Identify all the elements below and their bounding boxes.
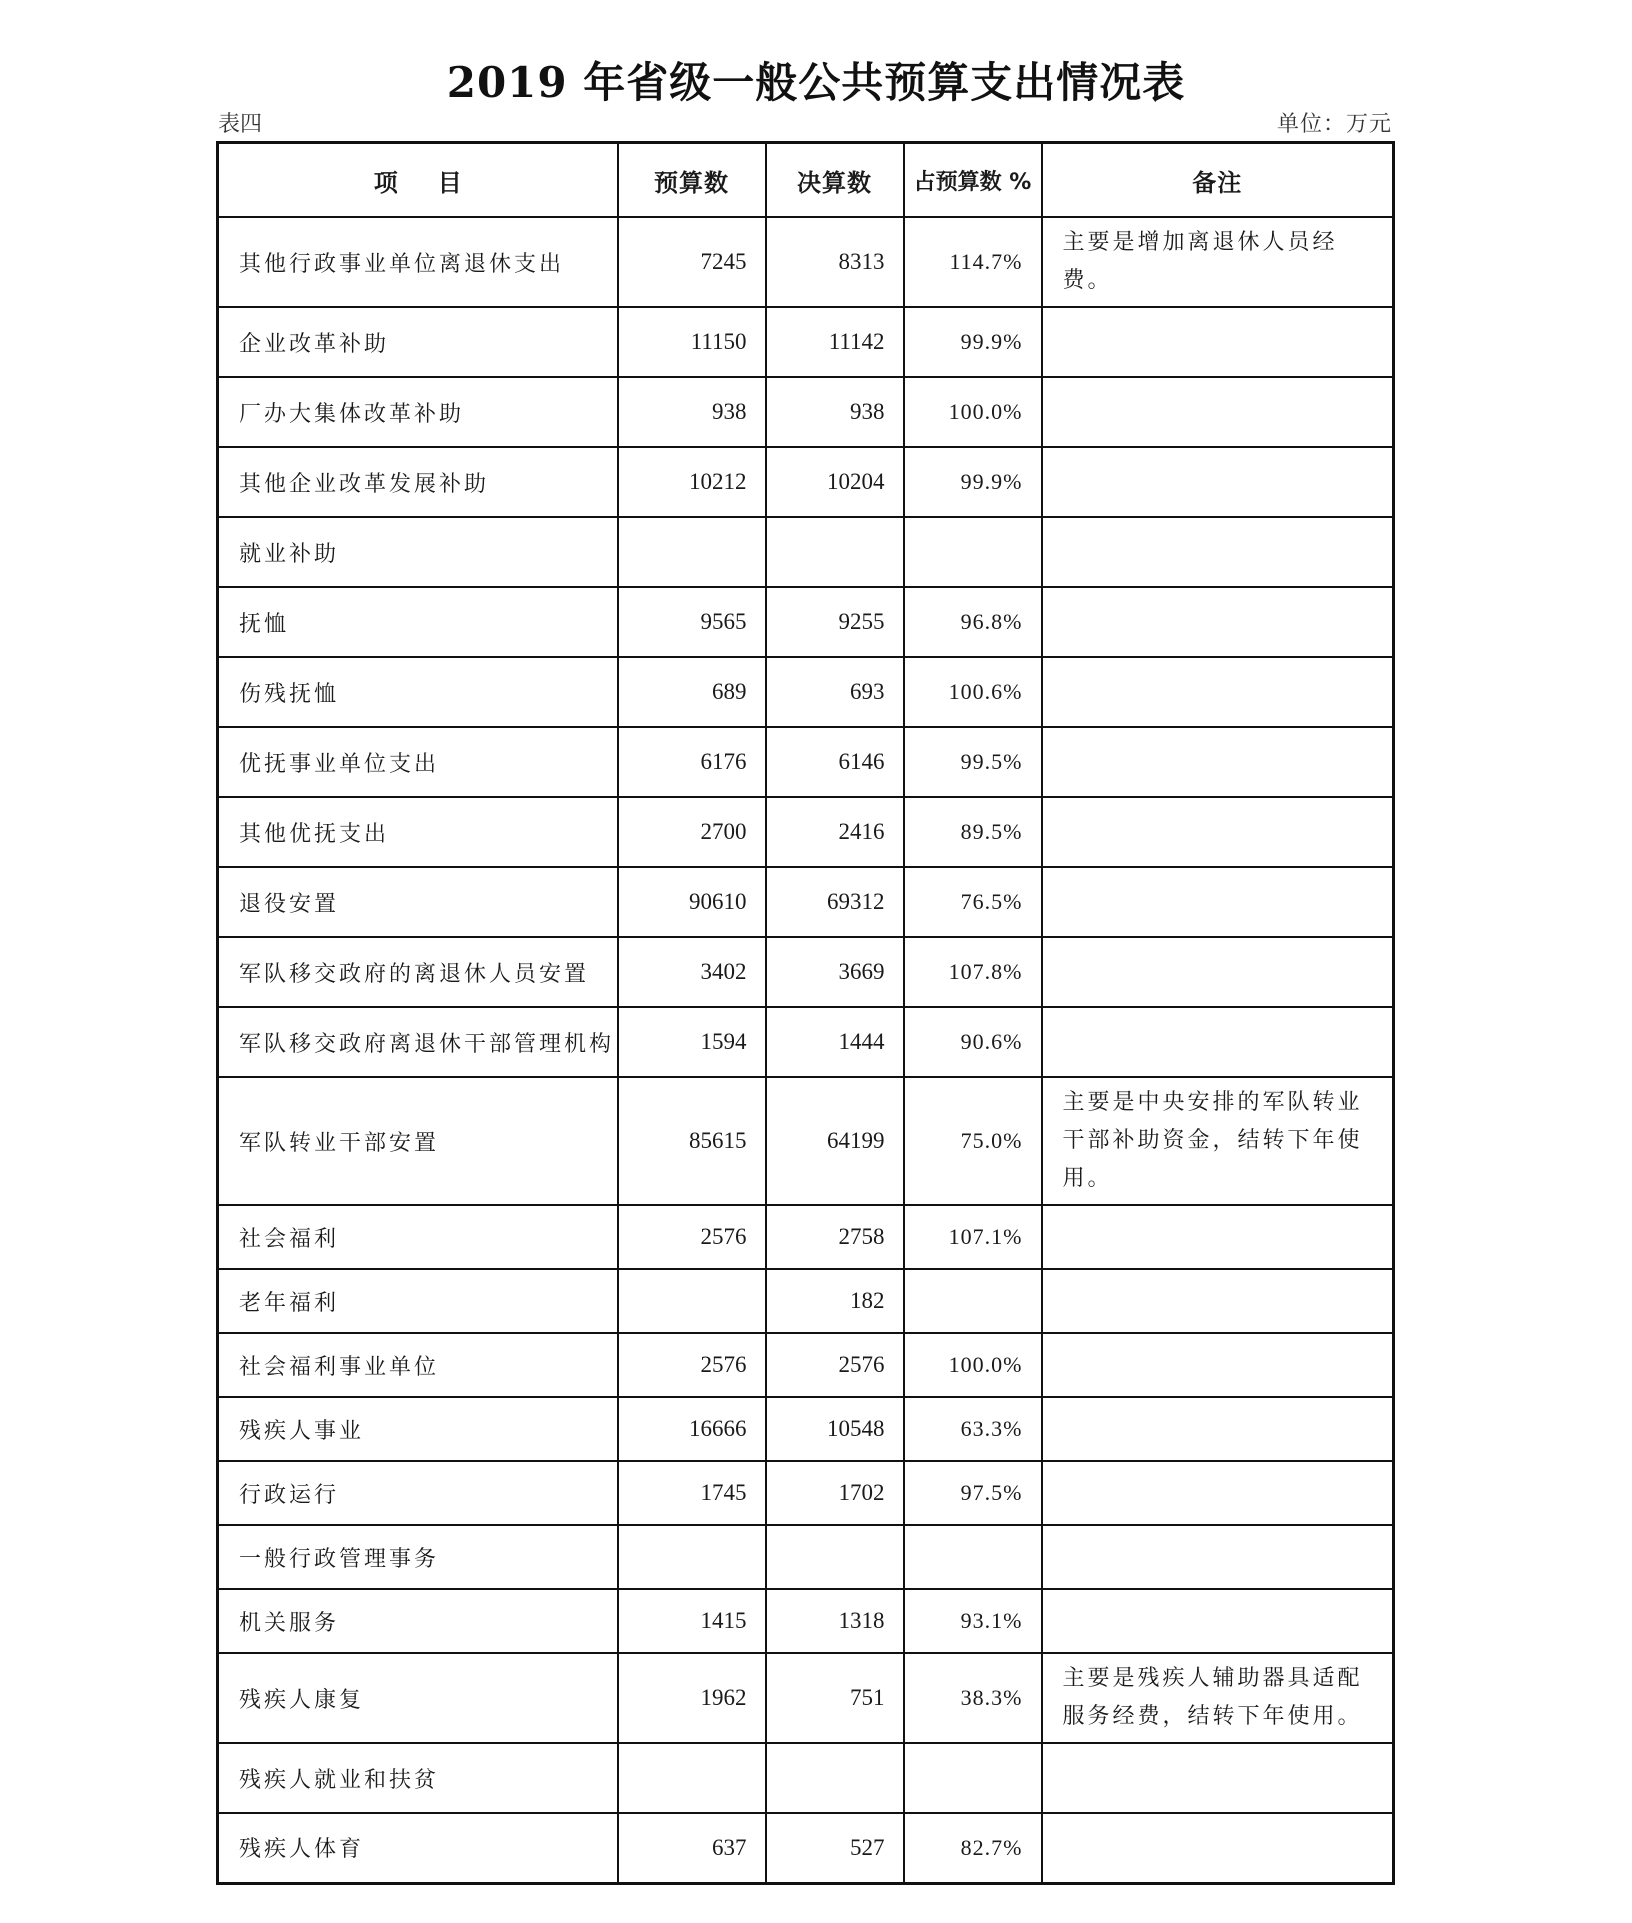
row-pct-cell: 75.0% bbox=[904, 1077, 1042, 1205]
row-note-cell bbox=[1042, 377, 1394, 447]
row-item-cell: 厂办大集体改革补助 bbox=[218, 377, 618, 447]
row-pct-cell: 107.1% bbox=[904, 1205, 1042, 1269]
row-item-cell: 残疾人就业和扶贫 bbox=[218, 1743, 618, 1813]
table-row bbox=[218, 587, 1394, 657]
row-budget-cell bbox=[618, 1525, 766, 1589]
row-note-cell bbox=[1042, 1461, 1394, 1525]
row-pct-cell: 82.7% bbox=[904, 1813, 1042, 1883]
row-item-cell: 退役安置 bbox=[218, 867, 618, 937]
budget-expenditure-table bbox=[216, 141, 1395, 1885]
row-budget-cell: 7245 bbox=[618, 217, 766, 307]
table-row bbox=[218, 1397, 1394, 1461]
header-item: 项目 bbox=[218, 143, 618, 218]
table-row bbox=[218, 797, 1394, 867]
table-row bbox=[218, 447, 1394, 517]
row-budget-cell: 938 bbox=[618, 377, 766, 447]
row-note-cell bbox=[1042, 517, 1394, 587]
table-row bbox=[218, 867, 1394, 937]
row-item-cell: 社会福利 bbox=[218, 1205, 618, 1269]
row-pct-cell: 114.7% bbox=[904, 217, 1042, 307]
table-row bbox=[218, 1813, 1394, 1883]
table-row bbox=[218, 1589, 1394, 1653]
unit-label: 单位：万元 bbox=[1276, 112, 1392, 137]
row-item-cell: 行政运行 bbox=[218, 1461, 618, 1525]
row-note-cell bbox=[1042, 587, 1394, 657]
table-row bbox=[218, 377, 1394, 447]
row-pct-cell: 99.5% bbox=[904, 727, 1042, 797]
row-budget-cell: 16666 bbox=[618, 1397, 766, 1461]
row-note-cell bbox=[1042, 1397, 1394, 1461]
row-note-cell bbox=[1042, 797, 1394, 867]
row-final-cell: 1444 bbox=[766, 1007, 904, 1077]
row-item-cell: 残疾人事业 bbox=[218, 1397, 618, 1461]
row-pct-cell: 93.1% bbox=[904, 1589, 1042, 1653]
row-pct-cell: 76.5% bbox=[904, 867, 1042, 937]
table-row bbox=[218, 727, 1394, 797]
row-item-cell: 机关服务 bbox=[218, 1589, 618, 1653]
row-budget-cell: 6176 bbox=[618, 727, 766, 797]
table-row bbox=[218, 1007, 1394, 1077]
table-row bbox=[218, 1333, 1394, 1397]
row-budget-cell: 1745 bbox=[618, 1461, 766, 1525]
row-item-cell: 残疾人康复 bbox=[218, 1653, 618, 1743]
row-budget-cell: 1415 bbox=[618, 1589, 766, 1653]
row-note-cell: 主要是中央安排的军队转业干部补助资金，结转下年使用。 bbox=[1042, 1077, 1394, 1205]
row-pct-cell: 107.8% bbox=[904, 937, 1042, 1007]
table-row bbox=[218, 1525, 1394, 1589]
row-budget-cell: 2576 bbox=[618, 1333, 766, 1397]
row-item-cell: 抚恤 bbox=[218, 587, 618, 657]
row-budget-cell bbox=[618, 1269, 766, 1333]
row-budget-cell: 689 bbox=[618, 657, 766, 727]
row-note-cell bbox=[1042, 1589, 1394, 1653]
table-row bbox=[218, 217, 1394, 307]
row-note-cell bbox=[1042, 657, 1394, 727]
row-pct-cell: 99.9% bbox=[904, 447, 1042, 517]
header-final: 决算数 bbox=[766, 143, 904, 218]
table-body bbox=[218, 217, 1394, 1883]
row-item-cell: 就业补助 bbox=[218, 517, 618, 587]
row-pct-cell bbox=[904, 1525, 1042, 1589]
row-budget-cell: 85615 bbox=[618, 1077, 766, 1205]
row-note-cell bbox=[1042, 307, 1394, 377]
row-final-cell: 2416 bbox=[766, 797, 904, 867]
row-final-cell bbox=[766, 517, 904, 587]
table-row bbox=[218, 1653, 1394, 1743]
row-final-cell: 693 bbox=[766, 657, 904, 727]
row-pct-cell: 100.6% bbox=[904, 657, 1042, 727]
row-final-cell: 64199 bbox=[766, 1077, 904, 1205]
row-item-cell: 优抚事业单位支出 bbox=[218, 727, 618, 797]
row-final-cell: 3669 bbox=[766, 937, 904, 1007]
row-pct-cell: 90.6% bbox=[904, 1007, 1042, 1077]
row-budget-cell: 1594 bbox=[618, 1007, 766, 1077]
row-item-cell: 军队移交政府的离退休人员安置 bbox=[218, 937, 618, 1007]
row-final-cell: 527 bbox=[766, 1813, 904, 1883]
row-pct-cell: 38.3% bbox=[904, 1653, 1042, 1743]
row-pct-cell bbox=[904, 517, 1042, 587]
row-final-cell: 9255 bbox=[766, 587, 904, 657]
row-item-cell: 军队移交政府离退休干部管理机构 bbox=[218, 1007, 618, 1077]
header-budget: 预算数 bbox=[618, 143, 766, 218]
header-pct: 占预算数 % bbox=[904, 143, 1042, 218]
row-budget-cell: 11150 bbox=[618, 307, 766, 377]
row-final-cell bbox=[766, 1525, 904, 1589]
row-note-cell bbox=[1042, 1525, 1394, 1589]
table-row bbox=[218, 307, 1394, 377]
table-row bbox=[218, 1269, 1394, 1333]
row-final-cell: 6146 bbox=[766, 727, 904, 797]
row-item-cell: 其他行政事业单位离退休支出 bbox=[218, 217, 618, 307]
row-budget-cell bbox=[618, 1743, 766, 1813]
row-item-cell: 其他优抚支出 bbox=[218, 797, 618, 867]
row-pct-cell: 97.5% bbox=[904, 1461, 1042, 1525]
row-note-cell bbox=[1042, 937, 1394, 1007]
row-note-cell bbox=[1042, 727, 1394, 797]
table-row bbox=[218, 1743, 1394, 1813]
row-note-cell bbox=[1042, 1269, 1394, 1333]
row-pct-cell bbox=[904, 1269, 1042, 1333]
table-header-row bbox=[218, 143, 1394, 218]
row-note-cell bbox=[1042, 1205, 1394, 1269]
row-note-cell bbox=[1042, 1333, 1394, 1397]
table-number-label: 表四 bbox=[218, 112, 263, 137]
table-row bbox=[218, 1461, 1394, 1525]
row-budget-cell: 90610 bbox=[618, 867, 766, 937]
row-item-cell: 军队转业干部安置 bbox=[218, 1077, 618, 1205]
row-final-cell: 938 bbox=[766, 377, 904, 447]
row-item-cell: 残疾人体育 bbox=[218, 1813, 618, 1883]
row-note-cell: 主要是残疾人辅助器具适配服务经费，结转下年使用。 bbox=[1042, 1653, 1394, 1743]
row-budget-cell: 1962 bbox=[618, 1653, 766, 1743]
row-note-cell: 主要是增加离退休人员经费。 bbox=[1042, 217, 1394, 307]
header-note: 备注 bbox=[1042, 143, 1394, 218]
row-final-cell: 1702 bbox=[766, 1461, 904, 1525]
page-title: 2019 年省级一般公共预算支出情况表 bbox=[446, 58, 1186, 107]
row-item-cell: 老年福利 bbox=[218, 1269, 618, 1333]
row-final-cell: 11142 bbox=[766, 307, 904, 377]
row-pct-cell: 89.5% bbox=[904, 797, 1042, 867]
table-row bbox=[218, 657, 1394, 727]
row-final-cell: 2576 bbox=[766, 1333, 904, 1397]
row-budget-cell: 10212 bbox=[618, 447, 766, 517]
row-note-cell bbox=[1042, 1007, 1394, 1077]
row-item-cell: 其他企业改革发展补助 bbox=[218, 447, 618, 517]
row-item-cell: 伤残抚恤 bbox=[218, 657, 618, 727]
row-note-cell bbox=[1042, 867, 1394, 937]
row-final-cell: 1318 bbox=[766, 1589, 904, 1653]
table-row bbox=[218, 1205, 1394, 1269]
row-budget-cell: 2700 bbox=[618, 797, 766, 867]
row-note-cell bbox=[1042, 1743, 1394, 1813]
row-pct-cell: 100.0% bbox=[904, 1333, 1042, 1397]
row-pct-cell: 99.9% bbox=[904, 307, 1042, 377]
row-final-cell: 8313 bbox=[766, 217, 904, 307]
row-note-cell bbox=[1042, 1813, 1394, 1883]
row-final-cell: 10204 bbox=[766, 447, 904, 517]
row-note-cell bbox=[1042, 447, 1394, 517]
row-final-cell: 2758 bbox=[766, 1205, 904, 1269]
row-budget-cell: 2576 bbox=[618, 1205, 766, 1269]
row-budget-cell bbox=[618, 517, 766, 587]
row-pct-cell bbox=[904, 1743, 1042, 1813]
row-final-cell: 751 bbox=[766, 1653, 904, 1743]
table-row bbox=[218, 517, 1394, 587]
row-item-cell: 一般行政管理事务 bbox=[218, 1525, 618, 1589]
table-row bbox=[218, 1077, 1394, 1205]
row-pct-cell: 100.0% bbox=[904, 377, 1042, 447]
row-budget-cell: 3402 bbox=[618, 937, 766, 1007]
table-row bbox=[218, 937, 1394, 1007]
row-budget-cell: 637 bbox=[618, 1813, 766, 1883]
row-final-cell: 10548 bbox=[766, 1397, 904, 1461]
row-item-cell: 社会福利事业单位 bbox=[218, 1333, 618, 1397]
row-pct-cell: 63.3% bbox=[904, 1397, 1042, 1461]
row-pct-cell: 96.8% bbox=[904, 587, 1042, 657]
row-budget-cell: 9565 bbox=[618, 587, 766, 657]
row-final-cell: 182 bbox=[766, 1269, 904, 1333]
row-item-cell: 企业改革补助 bbox=[218, 307, 618, 377]
row-final-cell bbox=[766, 1743, 904, 1813]
row-final-cell: 69312 bbox=[766, 867, 904, 937]
